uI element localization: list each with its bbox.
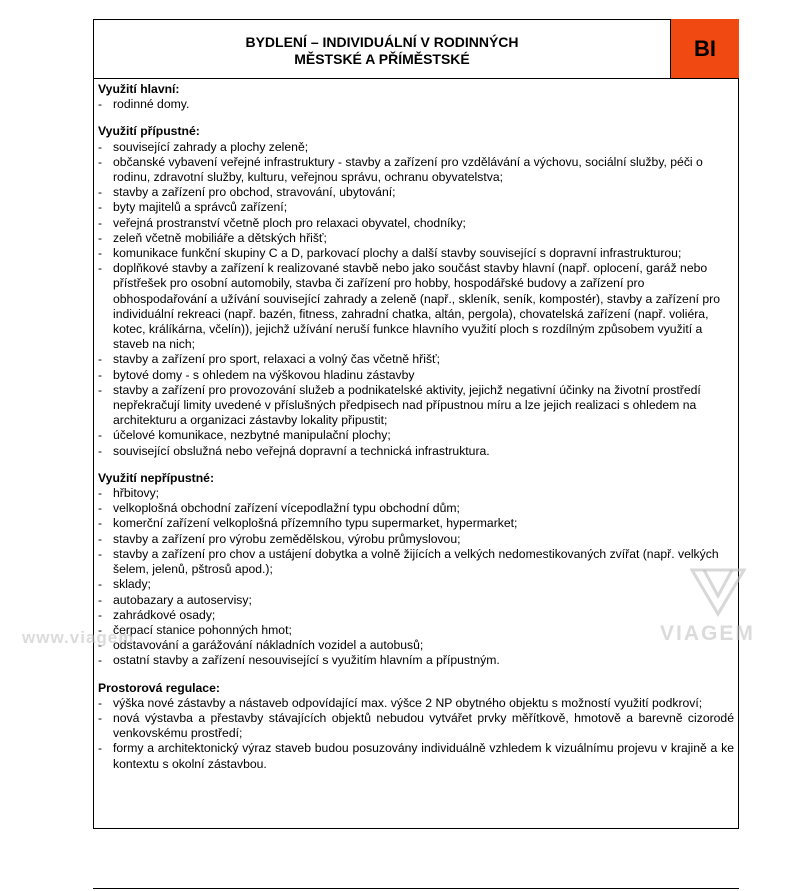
list-item: - čerpací stanice pohonných hmot; (98, 623, 734, 638)
list-item: - komerční zařízení velkoplošná přízemního typu supermarket, hypermarket; (98, 516, 734, 531)
zone-code-badge: BI (670, 19, 739, 79)
list-item: - ostatní stavby a zařízení nesouvisející s využitím hlavním a přípustným. (98, 653, 734, 668)
section-heading: Prostorová regulace: (98, 680, 220, 695)
watermark-text-left: www.viagem (22, 628, 135, 647)
section-spatial-regulation (98, 681, 734, 772)
list-item: - zahrádkové osady; (98, 608, 734, 623)
list-item: - rodinné domy. (98, 97, 734, 112)
document-body (98, 82, 734, 784)
list-item: - sklady; (98, 577, 734, 592)
title-line-1: BYDLENÍ – INDIVIDUÁLNÍ V RODINNÝCH (245, 34, 519, 50)
item-list (98, 97, 734, 112)
list-item: - doplňkové stavby a zařízení k realizované stavbě nebo jako součást stavby hlavní (např. oplocení, garáž nebo přístřešek pro osobní automobily, stavba či zařízení pro hobby, hospodářské budovy a zařízení pro obhospodařování a užívání související zahrady a zeleně (např., skleník, seník, kompostér), stavby a zařízení pro individuální rekreaci (např. bazén, fitness, zahradní chatka, altán, pergola), chovatelská zařízení (např. voliéra, kotec, králíkárna, včelín)), jejichž užívání neruší funkce hlavního využití ploch s rozdílným způsobem využití a staveb na nich; (98, 261, 734, 352)
list-item: - stavby a zařízení pro výrobu zemědělskou, výrobu průmyslovou; (98, 532, 734, 547)
section-prohibited-use (98, 471, 734, 669)
bottom-divider (93, 888, 739, 889)
list-item: - hřbitovy; (98, 486, 734, 501)
page-title (94, 34, 670, 68)
list-item: - stavby a zařízení pro chov a ustájení dobytka a volně žijících a velkých nedomestikovaných zvířat (např. velkých šelem, jelenů, pštrosů apod.); (98, 547, 734, 577)
list-item: - výška nové zástavby a nástaveb odpovídající max. výšce 2 NP obytného objektu s možností využití podkroví; (98, 696, 734, 711)
item-list (98, 696, 734, 772)
list-item: - velkoplošná obchodní zařízení vícepodlažní typu obchodní dům; (98, 501, 734, 516)
list-item: - bytové domy - s ohledem na výškovou hladinu zástavby (98, 368, 734, 383)
list-item: - autobazary a autoservisy; (98, 593, 734, 608)
list-item: - zeleň včetně mobiliáře a dětských hřišť; (98, 231, 734, 246)
section-main-use (98, 82, 734, 112)
section-permitted-use (98, 124, 734, 458)
list-item: - stavby a zařízení pro obchod, stravování, ubytování; (98, 185, 734, 200)
watermark-logo-icon (690, 566, 746, 618)
section-heading: Využití nepřípustné: (98, 470, 215, 485)
list-item: - odstavování a garážování nákladních vozidel a autobusů; (98, 638, 734, 653)
item-list (98, 140, 734, 459)
list-item: - účelové komunikace, nezbytné manipulační plochy; (98, 428, 734, 443)
list-item: - stavby a zařízení pro provozování služeb a podnikatelské aktivity, jejichž negativní účinky na životní prostředí nepřekračují limity uvedené v příslušných předpisech nad přípustnou míru a lze jejich realizaci s ohledem na architekturu a organizaci zástavby lokality připustit; (98, 383, 734, 429)
list-item: - formy a architektonický výraz staveb budou posuzovány individuálně vzhledem k vizuálnímu projevu v krajině a ke kontextu s okolní zástavbou. (98, 741, 734, 771)
list-item: - veřejná prostranství včetně ploch pro relaxaci obyvatel, chodníky; (98, 216, 734, 231)
watermark-text-right: VIAGEM (660, 622, 755, 645)
document-frame (93, 19, 739, 829)
list-item: - související zahrady a plochy zeleně; (98, 140, 734, 155)
list-item: - související obslužná nebo veřejná dopravní a technická infrastruktura. (98, 444, 734, 459)
list-item: - komunikace funkční skupiny C a D, parkovací plochy a další stavby související s dopravní infrastrukturou; (98, 246, 734, 261)
list-item: - nová výstavba a přestavby stávajících objektů nebudou vytvářet prvky měřítkově, hmotově a barevně cizorodé venkovskému prostředí; (98, 711, 734, 741)
title-line-2: MĚSTSKÉ A PŘÍMĚSTSKÉ (294, 51, 470, 67)
list-item: - stavby a zařízení pro sport, relaxaci a volný čas včetně hřišť; (98, 352, 734, 367)
list-item: - občanské vybavení veřejné infrastruktury - stavby a zařízení pro vzdělávání a výchovu, sociální služby, péči o rodinu, zdravotní služby, kulturu, veřejnou správu, ochranu obyvatelstva; (98, 155, 734, 185)
list-item: - byty majitelů a správců zařízení; (98, 200, 734, 215)
item-list (98, 486, 734, 668)
document-header (94, 20, 738, 79)
section-heading: Využití hlavní: (98, 82, 180, 96)
section-heading: Využití přípustné: (98, 124, 200, 139)
